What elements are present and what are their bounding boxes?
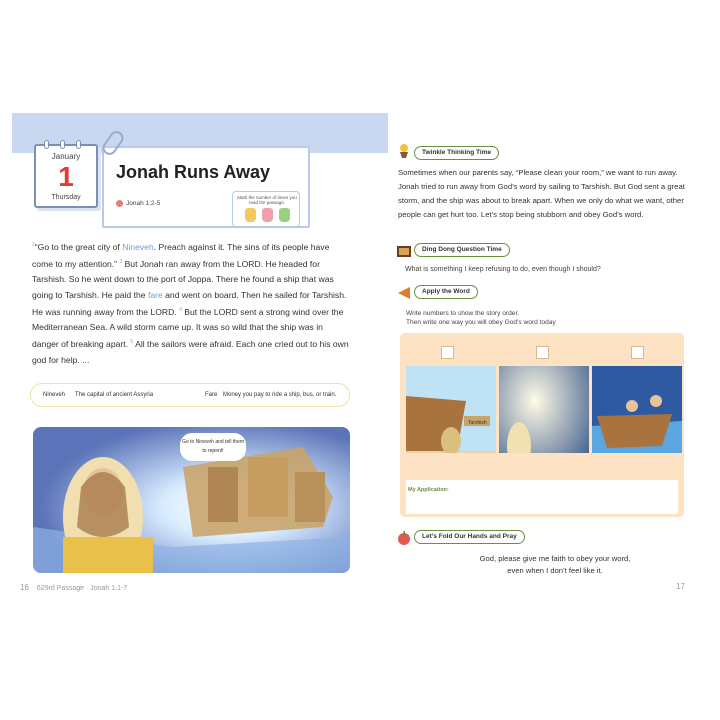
verse-number: 5 <box>130 339 134 346</box>
prayer-text <box>460 553 650 576</box>
footer-book: 629rd Passage · Jonah 1:1-7 <box>36 585 128 592</box>
glossary-word-nineveh: Nineveh <box>122 241 154 252</box>
my-application-label: My Application: <box>408 487 449 493</box>
prayer-line-2: even when I don’t feel like it. <box>507 565 603 575</box>
passage-text: and went on board. Then he sailed for Tarshish. He was running away from the LORD. <box>32 289 347 317</box>
three-finger-hand-icon[interactable] <box>279 208 290 222</box>
panel-2-art <box>499 366 589 453</box>
apply-label: Apply the Word <box>414 285 478 299</box>
question-text: What is something I keep refusing to do, even though I should? <box>405 266 601 273</box>
tarshish-sign: Tarshish <box>468 420 487 426</box>
calendar-weekday: Thursday <box>51 194 81 201</box>
apple-icon <box>396 530 412 546</box>
one-finger-hand-icon[interactable] <box>245 208 256 222</box>
ring-icon <box>60 140 65 149</box>
vocab-term: Nineveh <box>43 392 66 398</box>
question-label: Ding Dong Question Time <box>414 243 510 257</box>
ring-icon <box>44 140 49 149</box>
potted-plant-icon <box>396 143 412 159</box>
twinkle-text: Sometimes when our parents say, “Please clean your room,” we want to run away. Jonah tried to run away from God’s word by sailing to Tarshish. But God sent a great storm, and the ship was about to break apart. When we only do what we want, other people can get hurt too. Let’s stop being stubborn and obey God’s word. <box>398 168 685 219</box>
calendar-day: 1 <box>58 161 74 192</box>
calendar-month: January <box>51 152 81 161</box>
calendar <box>34 144 98 208</box>
vocab-definition: Money you pay to ride a ship, bus, or train. <box>223 392 337 398</box>
passage-text: But the LORD sent a strong wind over the Mediterranean Sea. A wild storm came up. It was so wild that the ship was in danger of breaking apart. <box>32 306 344 350</box>
verse-number: 2 <box>32 242 35 248</box>
panel-1-art <box>406 366 496 453</box>
two-finger-hand-icon[interactable] <box>262 208 273 222</box>
left-footer <box>20 583 127 592</box>
trumpet-icon <box>396 285 412 301</box>
passage-text: “Go to the great city of <box>34 241 123 252</box>
passage-text: . Preach against it. The sins of its people have come to my attention.” <box>32 241 330 270</box>
ring-icon <box>76 140 81 149</box>
verse-number: 4 <box>179 306 182 313</box>
passage-text: But Jonah ran away from the LORD. He headed for Tarshish. So he went down to the port of Joppa. There he found a ship that was going to Tarshish. He paid the <box>32 259 334 300</box>
my-application-area[interactable] <box>406 480 678 514</box>
flower-icon <box>116 200 123 207</box>
read-count-instruction: Mark the number of times you read the passage. <box>237 195 297 205</box>
verse-number: 3 <box>119 259 123 266</box>
calendar-rings <box>40 140 92 148</box>
bible-passage <box>32 238 352 368</box>
comic-panel-3 <box>592 366 682 453</box>
scripture-reference <box>116 200 160 207</box>
read-count-box <box>232 191 300 227</box>
speech-bubble: Go to Nineveh and tell them to repent! <box>180 433 246 461</box>
glossary-word-fare: fare <box>147 289 163 300</box>
panel-3-art <box>592 366 682 453</box>
twinkle-label: Twinkle Thinking Time <box>414 146 499 160</box>
comic-panel-1 <box>406 366 496 453</box>
apply-line-1: Write numbers to show the story order. <box>406 310 520 317</box>
order-number-box-3[interactable] <box>631 346 644 359</box>
book-icon <box>396 243 412 259</box>
passage-text: All the sailors were afraid. Each one cried out to his own god for help. ... <box>32 339 349 365</box>
comic-panel-2 <box>499 366 589 453</box>
vocab-term: Fare <box>205 392 218 398</box>
apply-line-2: Then write one way you will obey God’s word today <box>406 319 556 326</box>
vocab-definition: The capital of ancient Assyria <box>75 392 154 398</box>
vocabulary-box <box>30 383 350 407</box>
prayer-line-1: God, please give me faith to obey your word, <box>479 554 631 563</box>
reference-text: Jonah 1:2-5 <box>126 200 161 208</box>
order-number-box-1[interactable] <box>441 346 454 359</box>
right-page-number: 17 <box>676 582 685 591</box>
prayer-label: Let’s Fold Our Hands and Pray <box>414 530 525 544</box>
page-title: Jonah Runs Away <box>116 162 271 182</box>
page-number: 16 <box>20 583 29 592</box>
apply-instructions <box>406 309 556 327</box>
order-number-box-2[interactable] <box>536 346 549 359</box>
